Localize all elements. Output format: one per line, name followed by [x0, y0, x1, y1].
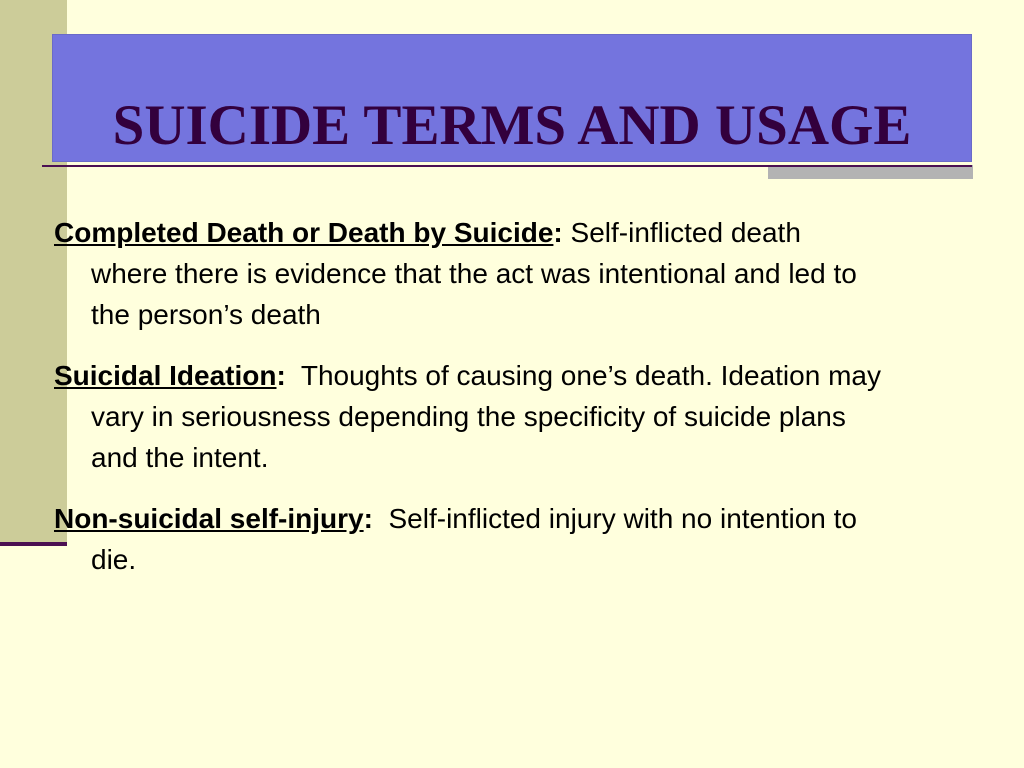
term-item-non-suicidal-self-injury: [54, 498, 884, 580]
term-label: Suicidal Ideation: [54, 360, 277, 391]
title-shadow: [768, 165, 973, 179]
slide-title: SUICIDE TERMS AND USAGE: [112, 94, 912, 157]
term-separator: :: [363, 503, 373, 534]
term-definition: Thoughts of causing one’s death. Ideation may vary in seriousness depending the specificity of suicide plans and the intent.: [91, 360, 889, 473]
term-separator: :: [553, 217, 563, 248]
term-label: Completed Death or Death by Suicide: [54, 217, 554, 248]
term-item-suicidal-ideation: [54, 355, 889, 478]
term-definition: Self-inflicted injury with no intention to die.: [91, 503, 865, 575]
term-label: Non-suicidal self-injury: [54, 503, 364, 534]
title-box: [52, 34, 972, 162]
title-underline: [42, 165, 972, 167]
slide-content: [54, 212, 889, 600]
term-item-completed-death: [54, 212, 884, 335]
term-separator: :: [276, 360, 286, 391]
term-definition: Self-inflicted death where there is evidence that the act was intentional and led to the person’s death: [91, 217, 857, 330]
